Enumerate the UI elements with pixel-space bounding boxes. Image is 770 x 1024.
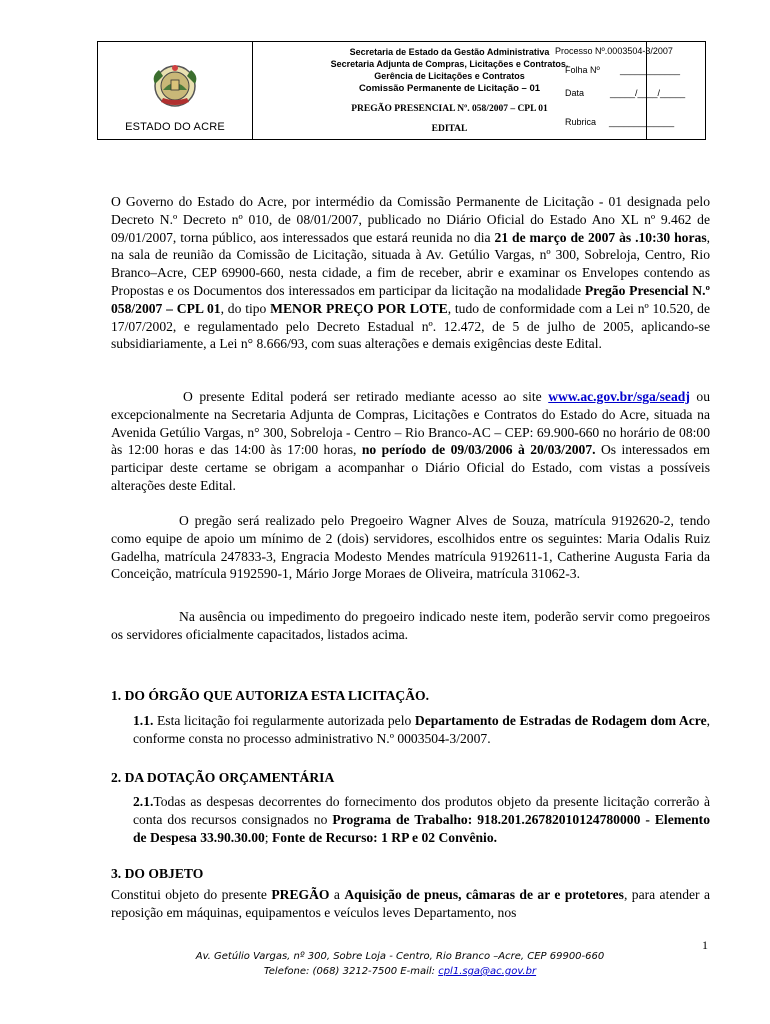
data-label: Data [565, 88, 585, 98]
rubrica-blank: _____________ [609, 117, 675, 127]
folha-label: Folha Nº [565, 65, 600, 75]
processo-number: Processo Nº.0003504-3/2007 [555, 46, 673, 56]
section-3-paragraph: Constitui objeto do presente PREGÃO a Aquisição de pneus, câmaras de ar e protetores, para atender a reposição em máquinas, equipamentos e veículos leves Departamento, nos [111, 887, 710, 920]
section-1-heading: 1. DO ÓRGÃO QUE AUTORIZA ESTA LICITAÇÃO. [111, 688, 430, 703]
footer-address: Av. Getúlio Vargas, nº 300, Sobre Loja - Centro, Rio Branco –Acre, CEP 69900-660 [195, 951, 605, 962]
site-link[interactable]: www.ac.gov.br/sga/seadj [548, 389, 690, 404]
section-1-1-paragraph: 1.1. Esta licitação foi regularmente autorizada pelo Departamento de Estradas de Rodagem dom Acre, conforme consta no processo administrativo N.º 0003504-3/2007. [133, 713, 711, 746]
header-line-comissao: Comissão Permanente de Licitação – 01 [358, 83, 541, 94]
section-2-heading: 2. DA DOTAÇÃO ORÇAMENTÁRIA [111, 770, 335, 785]
data-blank: _____/____/_____ [610, 88, 686, 98]
page-number: 1 [702, 938, 708, 952]
intro-paragraph: O Governo do Estado do Acre, por intermédio da Comissão Permanente de Licitação - 01 designada pelo Decreto N.º Decreto nº 010, de 08/01/2007, publicado no Diário Oficial do Estado Ano XL nº 9.462 de 09/01/2007, torna público, aos interessados que estará reunida no dia 21 de março de 2007 às .10:30 horas, na sala de reunião da Comissão de Licitação, situada à Av. Getúlio Vargas, nº 300, Sobreloja, Centro, Rio Branco–Acre, CEP 69900-660, nesta cidade, a fim de receber, abrir e examinar os Envelopes contendo as Propostas e os Documentos dos interessados em participar da licitação na modalidade Pregão Presencial N.º 058/2007 – CPL 01, do tipo MENOR PREÇO POR LOTE, tudo de conformidade com a Lei nº 10.520, de 17/07/2002, e regulamentado pelo Decreto Estadual nº. 12.472, de 5 de julho de 2005, aplicando-se subsidiariamente, a Lei n° 8.666/93, com suas alterações e demais exigências deste Edital. [111, 194, 711, 352]
rubrica-label: Rubrica [565, 117, 597, 127]
state-name-label: ESTADO DO ACRE [125, 121, 225, 133]
section-3-heading: 3. DO OBJETO [111, 866, 204, 881]
folha-blank: ____________ [620, 65, 681, 75]
footer-email-link[interactable]: cpl1.sga@ac.gov.br [438, 966, 537, 977]
header-line-gerencia: Gerência de Licitações e Contratos [374, 71, 525, 81]
section-2-1-paragraph: 2.1.Todas as despesas decorrentes do fornecimento dos produtos objeto da presente licitação correrão à conta dos recursos consignados no Programa de Trabalho: 918.201.26782010124780000 - Elemento de Despesa 33.90.30.00; Fonte de Recurso: 1 RP e 02 Convênio. [133, 794, 710, 845]
pregoeiro-paragraph: O pregão será realizado pelo Pregoeiro Wagner Alves de Souza, matrícula 9192620-2, tendo como equipe de apoio um mínimo de 2 (dois) servidores, escolhidos entre os seguintes: Maria Odalis Ruiz Gadelha, matrícula 247833-3, Engracia Modesto Mendes matrícula 9192611-1, Catherine Augusta Faria da Conceição, matrícula 9192590-1, Mário Jorge Moraes de Oliveira, matrícula 31062-3. [111, 513, 710, 582]
ausencia-paragraph: Na ausência ou impedimento do pregoeiro indicado neste item, poderão servir como pregoeiros os servidores oficialmente capacitados, listados acima. [111, 609, 710, 642]
edital-access-paragraph: O presente Edital poderá ser retirado mediante acesso ao site www.ac.gov.br/sga/seadj ou excepcionalmente na Secretaria Adjunta de Compras, Licitações e Contratos do Estado do Acre, situada na Avenida Getúlio Vargas, n° 300, Sobreloja - Centro – Rio Branco-AC – CEP: 69.900-660 no horário de 08:00 às 12:00 horas e das 14:00 às 17:00 horas, no período de 09/03/2006 à 20/03/2007. Os interessados em participar deste certame se obrigam a acompanhar o Diário Oficial do Estado, com vistas a possíveis alterações deste Edital. [111, 389, 710, 493]
state-coat-of-arms-icon [151, 62, 199, 108]
header-line-pregao: PREGÃO PRESENCIAL Nº. 058/2007 – CPL 01 [351, 104, 548, 114]
header-line-secretaria: Secretaria de Estado da Gestão Administrativa [349, 47, 550, 57]
header-line-adjunta: Secretaria Adjunta de Compras, Licitações e Contratos. [330, 59, 569, 69]
footer-contact: Telefone: (068) 3212-7500 E-mail: cpl1.sga@ac.gov.br [263, 966, 537, 977]
logo-cell [98, 42, 253, 139]
header-line-edital: EDITAL [431, 124, 468, 134]
